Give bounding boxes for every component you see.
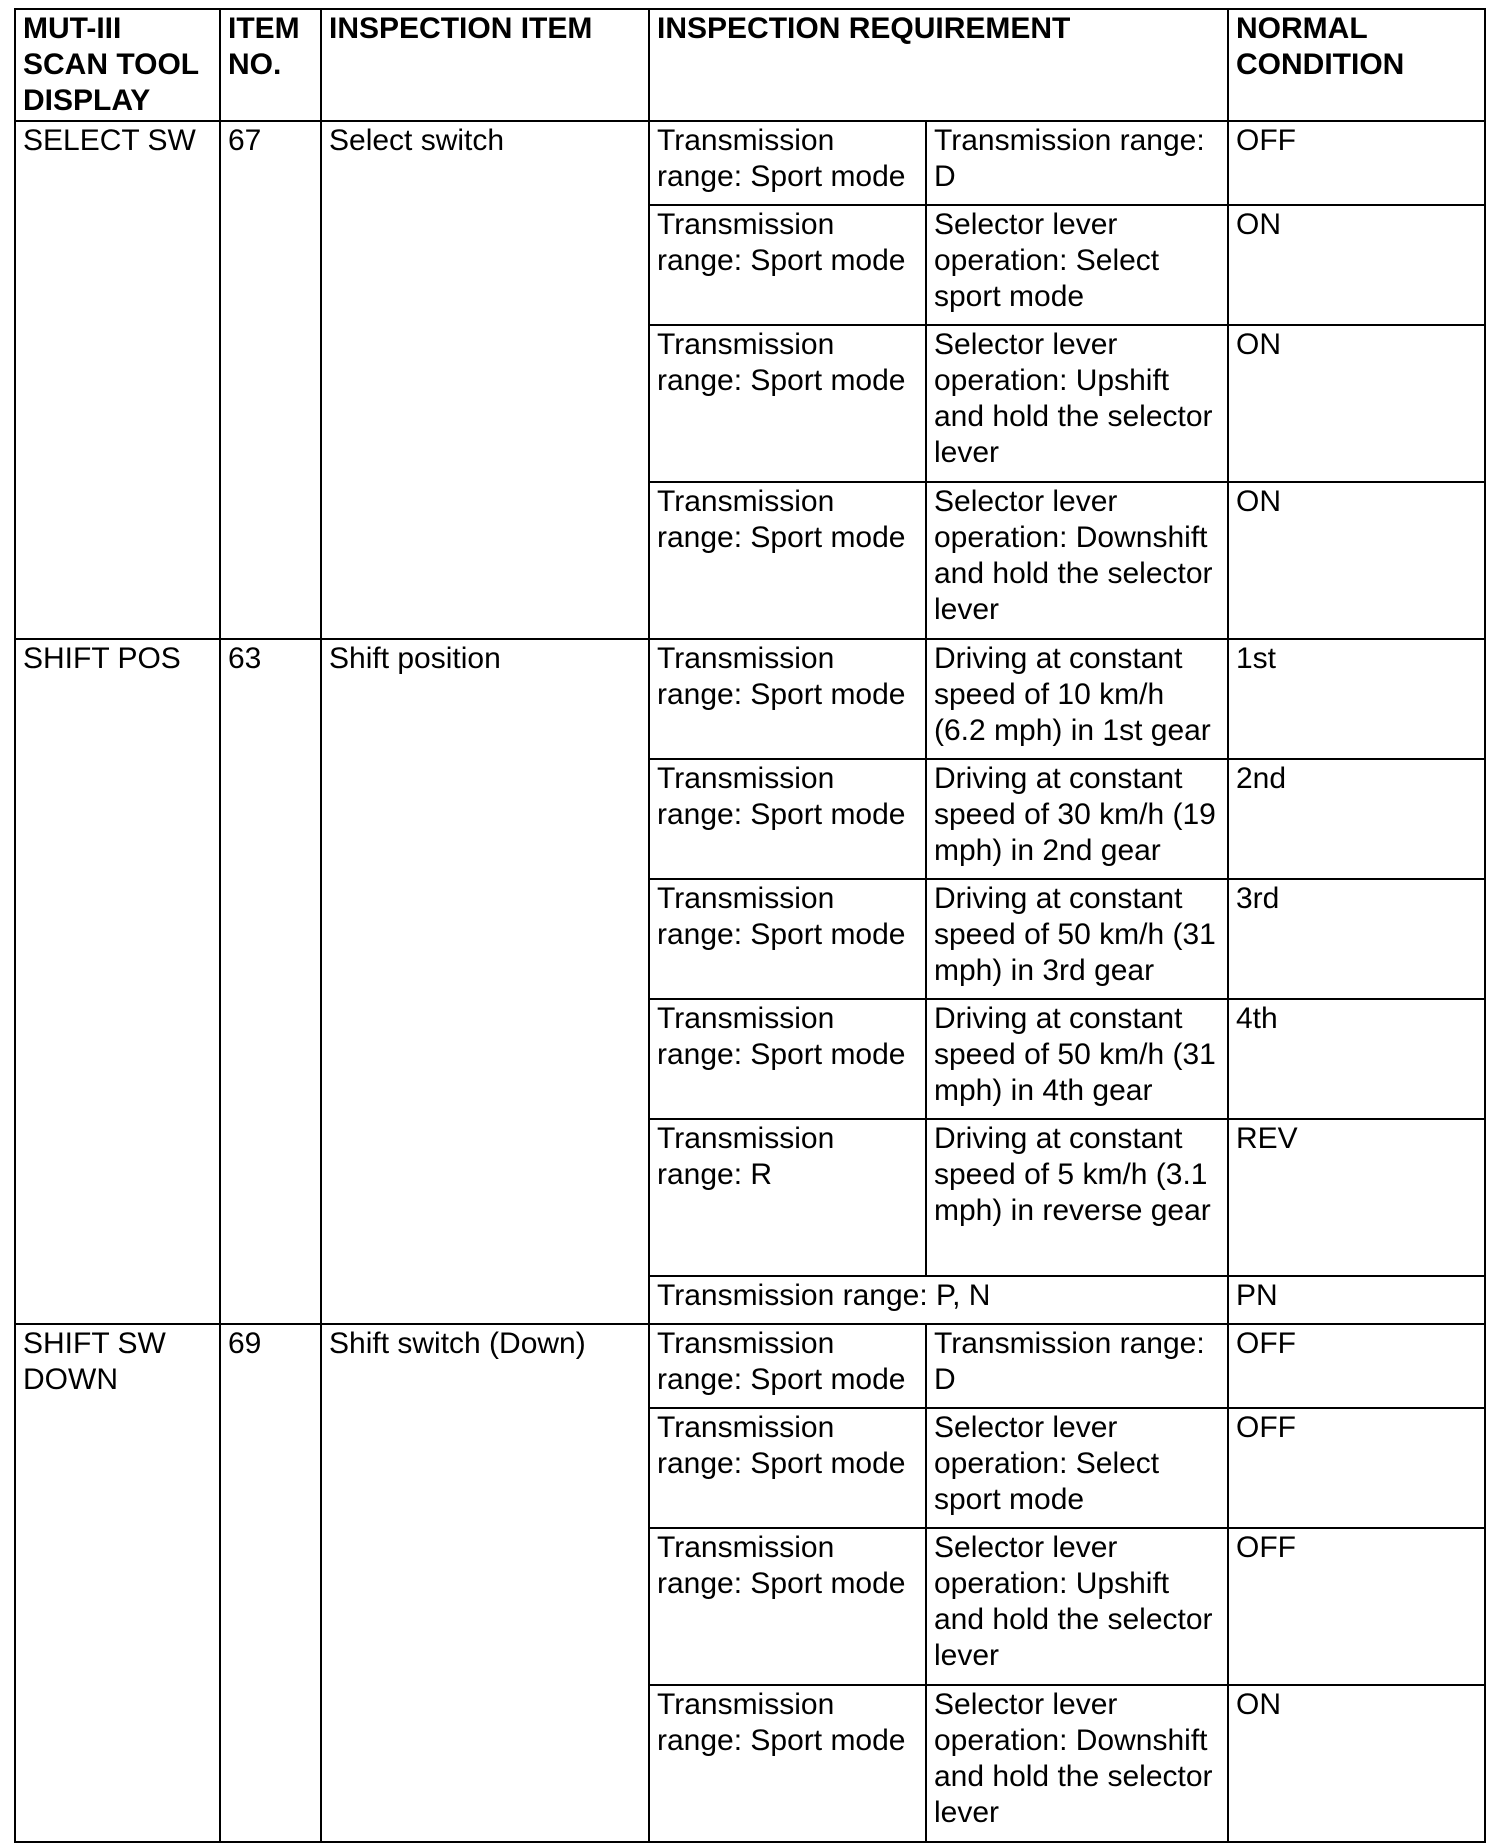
- header-normal-condition: NORMAL CONDITION: [1228, 9, 1485, 121]
- header-row: [15, 9, 1485, 121]
- header-item-no: ITEM NO.: [220, 9, 321, 121]
- range-cell: Transmission range: Sport mode: [649, 759, 926, 879]
- range-cell: Transmission range: Sport mode: [649, 1408, 926, 1528]
- display-cell: SHIFT POS: [15, 639, 220, 1324]
- condition-cell: REV: [1228, 1119, 1485, 1276]
- header-inspection-requirement: INSPECTION REQUIREMENT: [649, 9, 1228, 121]
- condition-cell: ON: [1228, 325, 1485, 482]
- table-row: [15, 639, 1485, 759]
- item-no-cell: 69: [220, 1324, 321, 1842]
- range-cell: Transmission range: Sport mode: [649, 639, 926, 759]
- operation-cell: Transmission range: D: [926, 1324, 1228, 1408]
- inspection-table: [14, 8, 1486, 1843]
- range-cell: Transmission range: Sport mode: [649, 1324, 926, 1408]
- condition-cell: OFF: [1228, 1408, 1485, 1528]
- operation-cell: Selector lever operation: Upshift and hold the selector lever: [926, 325, 1228, 482]
- condition-cell: 1st: [1228, 639, 1485, 759]
- operation-cell: Driving at constant speed of 50 km/h (31 mph) in 4th gear: [926, 999, 1228, 1119]
- range-cell: Transmission range: Sport mode: [649, 1528, 926, 1685]
- operation-cell: Selector lever operation: Select sport mode: [926, 1408, 1228, 1528]
- header-display: MUT-III SCAN TOOL DISPLAY: [15, 9, 220, 121]
- range-cell: Transmission range: Sport mode: [649, 121, 926, 205]
- display-cell: SELECT SW: [15, 121, 220, 639]
- operation-cell: Driving at constant speed of 50 km/h (31 mph) in 3rd gear: [926, 879, 1228, 999]
- condition-cell: OFF: [1228, 1528, 1485, 1685]
- condition-cell: ON: [1228, 1685, 1485, 1842]
- operation-cell: Driving at constant speed of 10 km/h (6.2 mph) in 1st gear: [926, 639, 1228, 759]
- operation-cell: Driving at constant speed of 5 km/h (3.1 mph) in reverse gear: [926, 1119, 1228, 1276]
- range-cell: Transmission range: Sport mode: [649, 482, 926, 639]
- condition-cell: OFF: [1228, 1324, 1485, 1408]
- table-row: [15, 1324, 1485, 1408]
- operation-cell: Selector lever operation: Upshift and hold the selector lever: [926, 1528, 1228, 1685]
- range-cell: Transmission range: R: [649, 1119, 926, 1276]
- display-cell: SHIFT SW DOWN: [15, 1324, 220, 1842]
- condition-cell: 2nd: [1228, 759, 1485, 879]
- condition-cell: OFF: [1228, 121, 1485, 205]
- operation-cell: Driving at constant speed of 30 km/h (19 mph) in 2nd gear: [926, 759, 1228, 879]
- condition-cell: 4th: [1228, 999, 1485, 1119]
- header-inspection-item: INSPECTION ITEM: [321, 9, 649, 121]
- item-no-cell: 63: [220, 639, 321, 1324]
- range-cell: Transmission range: Sport mode: [649, 879, 926, 999]
- condition-cell: 3rd: [1228, 879, 1485, 999]
- inspection-item-cell: Select switch: [321, 121, 649, 639]
- range-cell: Transmission range: Sport mode: [649, 205, 926, 325]
- range-cell: Transmission range: Sport mode: [649, 325, 926, 482]
- operation-cell: Transmission range: D: [926, 121, 1228, 205]
- inspection-item-cell: Shift switch (Down): [321, 1324, 649, 1842]
- condition-cell: ON: [1228, 205, 1485, 325]
- range-cell: Transmission range: Sport mode: [649, 1685, 926, 1842]
- range-cell: Transmission range: Sport mode: [649, 999, 926, 1119]
- inspection-item-cell: Shift position: [321, 639, 649, 1324]
- item-no-cell: 67: [220, 121, 321, 639]
- merged-range-cell: Transmission range: P, N: [649, 1276, 1228, 1324]
- operation-cell: Selector lever operation: Downshift and hold the selector lever: [926, 482, 1228, 639]
- condition-cell: PN: [1228, 1276, 1485, 1324]
- condition-cell: ON: [1228, 482, 1485, 639]
- operation-cell: Selector lever operation: Downshift and hold the selector lever: [926, 1685, 1228, 1842]
- table-row: [15, 121, 1485, 205]
- operation-cell: Selector lever operation: Select sport mode: [926, 205, 1228, 325]
